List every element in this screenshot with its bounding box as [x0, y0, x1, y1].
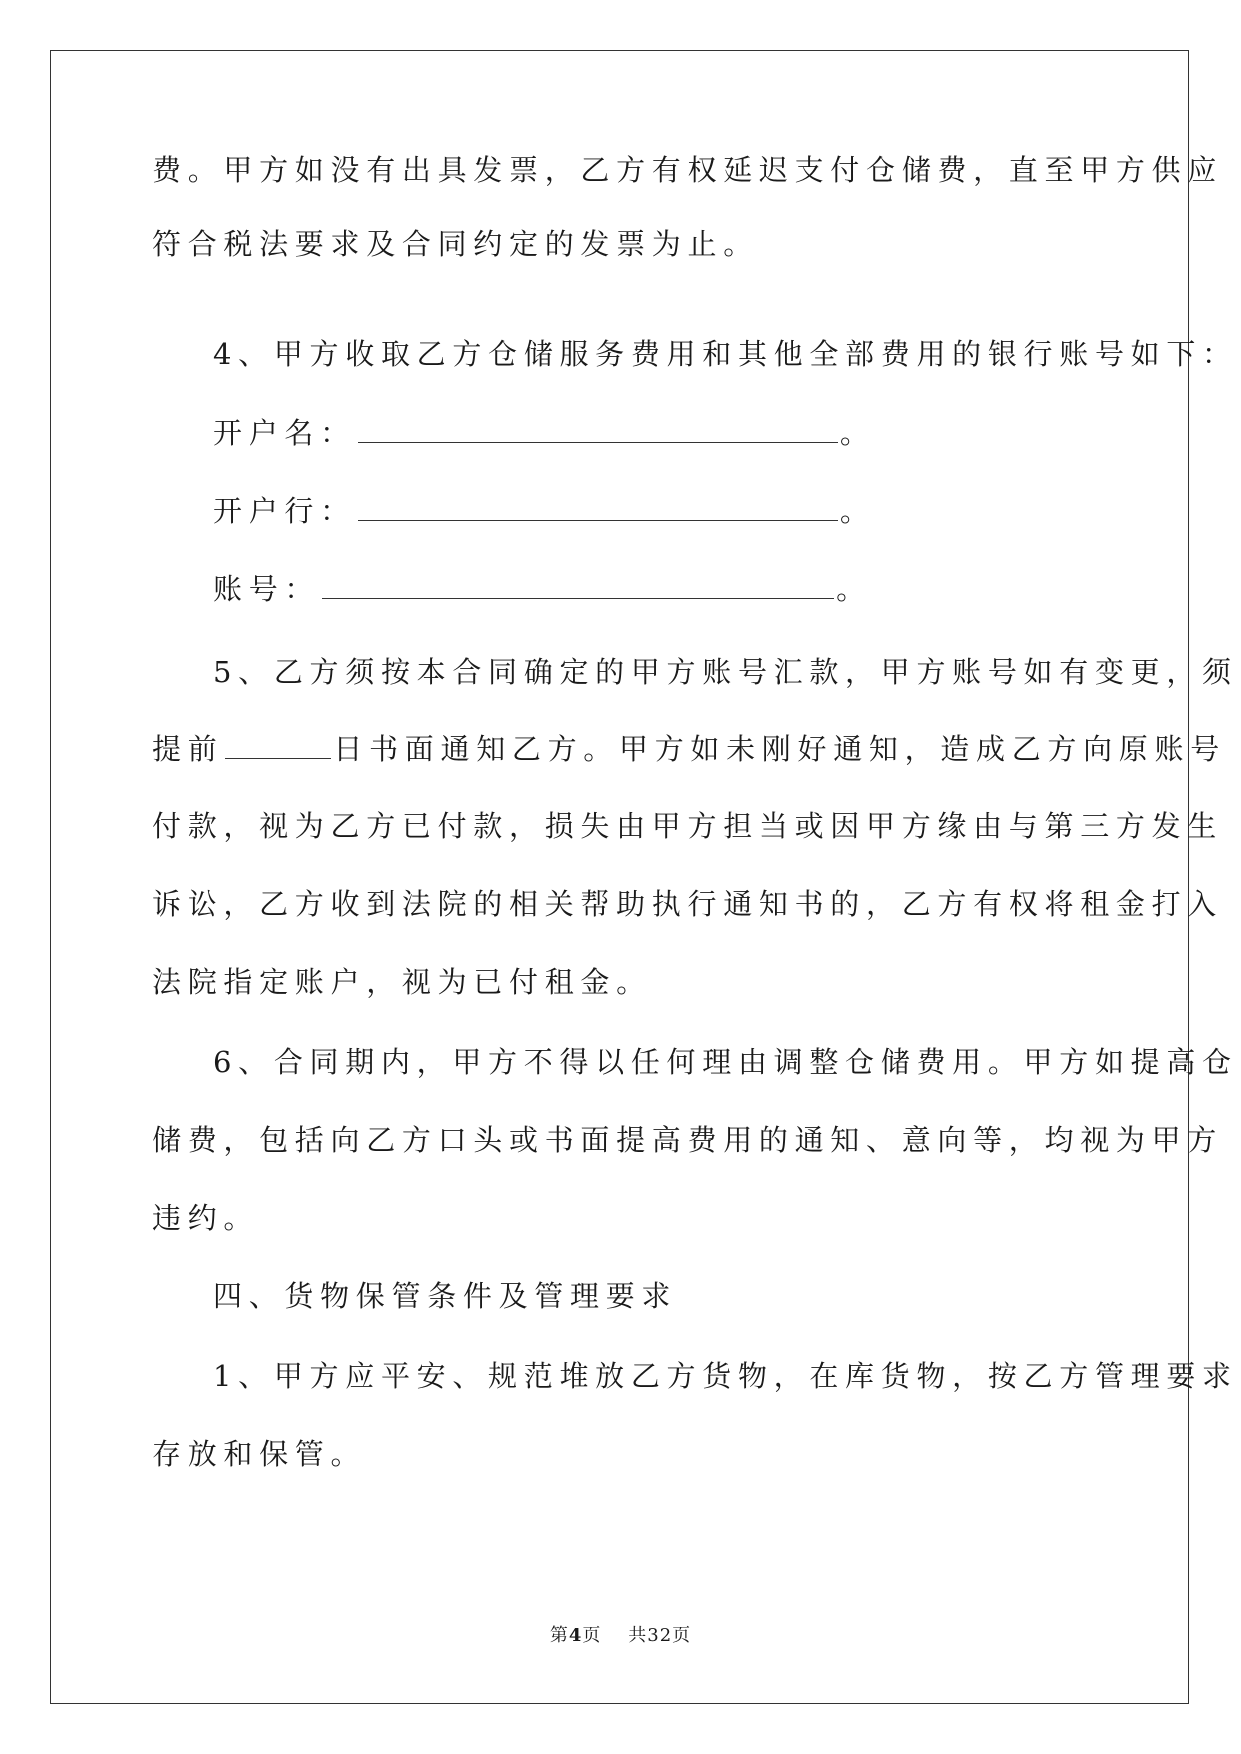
period-mark: 。 — [839, 494, 876, 528]
bank-label: 开户行： — [213, 494, 356, 528]
paragraph-line: 6、合同期内，甲方不得以任何理由调整仓储费用。甲方如提高仓 — [213, 1045, 1238, 1079]
notice-prefix: 提前 — [152, 732, 224, 766]
notice-line — [152, 728, 1226, 769]
paragraph-line: 费。甲方如没有出具发票，乙方有权延迟支付仓储费，直至甲方供应 — [152, 153, 1224, 187]
section-heading: 四、货物保管条件及管理要求 — [213, 1279, 678, 1313]
account-name-blank — [358, 412, 838, 443]
paragraph-line: 付款，视为乙方已付款，损失由甲方担当或因甲方缘由与第三方发生 — [152, 809, 1224, 843]
page-number: 4 — [568, 1625, 583, 1646]
account-number-blank — [322, 568, 834, 599]
paragraph-line: 存放和保管。 — [152, 1437, 367, 1471]
paragraph-line: 4、甲方收取乙方仓储服务费用和其他全部费用的银行账号如下： — [213, 337, 1238, 371]
account-number-line — [213, 568, 872, 609]
paragraph-line: 5、乙方须按本合同确定的甲方账号汇款，甲方账号如有变更，须 — [213, 655, 1238, 689]
account-name-line — [213, 412, 876, 453]
total-prefix: 共 — [628, 1625, 648, 1646]
notice-suffix: 日书面通知乙方。甲方如未刚好通知，造成乙方向原账号 — [333, 732, 1226, 766]
period-mark: 。 — [839, 416, 876, 450]
period-mark: 。 — [836, 572, 872, 606]
page-unit: 页 — [582, 1625, 602, 1646]
paragraph-line: 法院指定账户，视为已付租金。 — [152, 965, 652, 999]
notice-days-blank — [225, 728, 331, 759]
paragraph-line: 符合税法要求及合同约定的发票为止。 — [152, 227, 759, 261]
account-name-label: 开户名： — [213, 416, 356, 450]
page-footer — [0, 1625, 1241, 1647]
page-prefix: 第 — [549, 1625, 569, 1646]
account-number-label: 账号： — [213, 572, 321, 606]
total-unit: 页 — [672, 1625, 692, 1646]
bank-blank — [358, 490, 838, 521]
paragraph-line: 1、甲方应平安、规范堆放乙方货物，在库货物，按乙方管理要求 — [213, 1359, 1238, 1393]
paragraph-line: 违约。 — [152, 1201, 260, 1235]
total-pages: 32 — [647, 1625, 673, 1646]
bank-line — [213, 490, 876, 531]
paragraph-line: 储费，包括向乙方口头或书面提高费用的通知、意向等，均视为甲方 — [152, 1123, 1224, 1157]
paragraph-line: 诉讼，乙方收到法院的相关帮助执行通知书的，乙方有权将租金打入 — [152, 887, 1224, 921]
